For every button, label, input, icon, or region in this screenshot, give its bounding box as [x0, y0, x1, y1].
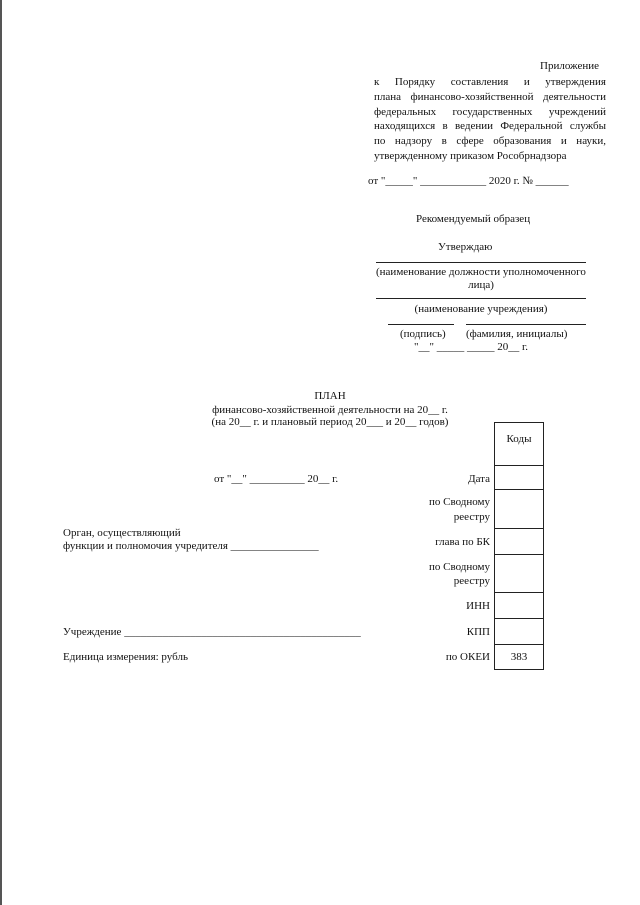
signature-caption: (подпись) — [400, 328, 446, 340]
name-caption: (фамилия, инициалы) — [466, 328, 568, 340]
signature-line — [388, 324, 454, 325]
scan-edge — [0, 0, 2, 905]
code-label-okei: по ОКЕИ — [445, 651, 490, 663]
code-cell-registry-2 — [494, 554, 544, 593]
plan-date-line: от "__" __________ 20__ г. — [214, 473, 339, 485]
founder-organ-label: Орган, осуществляющий — [63, 527, 181, 539]
code-label-kpp: КПП — [466, 626, 490, 638]
appendix-line: плана финансово-хозяйственной деятельности — [374, 91, 606, 103]
plan-subtitle: финансово-хозяйственной деятельности на 20__ г. — [212, 404, 448, 416]
code-label-registry-2: по Сводному — [428, 561, 490, 573]
name-line — [466, 324, 586, 325]
approval-date: "__" _____ _____ 20__ г. — [414, 341, 529, 353]
approve-label: Утверждаю — [438, 241, 493, 253]
code-label-registry-2-cont: реестру — [453, 575, 490, 587]
code-value-okei: 383 — [510, 651, 528, 663]
plan-title: ПЛАН — [314, 390, 346, 402]
code-cell-date — [494, 465, 544, 490]
founder-organ-field: функции и полномочия учредителя ________________ — [63, 540, 319, 552]
institution-caption: (наименование учреждения) — [414, 303, 548, 315]
codes-header-cell — [494, 422, 544, 466]
code-label-bk-chapter: глава по БК — [435, 536, 490, 548]
code-label-inn: ИНН — [466, 600, 490, 612]
institution-line — [376, 298, 586, 299]
appendix-title: Приложение — [540, 60, 600, 72]
appendix-line: к Порядку составления и утверждения — [374, 76, 606, 88]
code-cell-inn — [494, 592, 544, 619]
position-caption: (наименование должности уполномоченного — [376, 266, 586, 278]
code-label-registry-cont: реестру — [453, 511, 490, 523]
institution-field: Учреждение ___________________________________________ — [63, 626, 361, 638]
order-date-line: от "_____" ____________ 2020 г. № ______ — [368, 175, 569, 187]
unit-of-measure: Единица измерения: рубль — [63, 651, 188, 663]
plan-period: (на 20__ г. и плановый период 20___ и 20__ годов) — [211, 416, 449, 428]
appendix-line: федеральных государственных учреждений — [374, 106, 606, 118]
code-label-registry: по Сводному — [428, 496, 490, 508]
code-label-date: Дата — [468, 473, 490, 485]
codes-header: Коды — [506, 433, 532, 445]
appendix-line: утвержденному приказом Рособрнадзора — [374, 150, 567, 162]
code-cell-kpp — [494, 618, 544, 645]
position-signature-line — [376, 262, 586, 263]
recommended-sample: Рекомендуемый образец — [416, 213, 531, 225]
appendix-line: находящихся в ведении Федеральной службы — [374, 120, 606, 132]
position-caption-cont: лица) — [468, 279, 494, 291]
code-cell-registry — [494, 489, 544, 529]
appendix-line: по надзору в сфере образования и науки, — [374, 135, 606, 147]
code-cell-okei — [494, 644, 544, 670]
code-cell-bk-chapter — [494, 528, 544, 555]
